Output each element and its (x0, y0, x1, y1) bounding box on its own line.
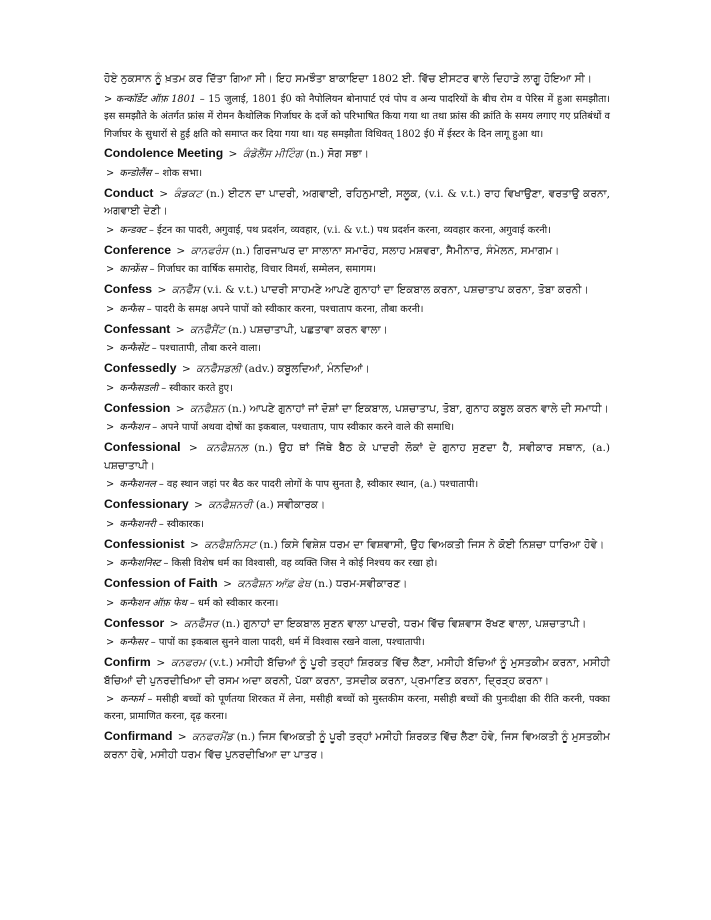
hindi-term: कन्फैशनिस्ट (119, 558, 161, 569)
punjabi-definition: (n.) ਕਿਸੇ ਵਿਸ਼ੇਸ਼ ਧਰਮ ਦਾ ਵਿਸ਼ਵਾਸੀ, ਉਹ ਵਿਅਕਤੀ ਜਿਸ ਨੇ ਕੋਈ ਨਿਸ਼ਚਾ ਧਾਰਿਆ ਹੋਵੇ। (255, 538, 605, 551)
hindi-term: कन्डक्ट (119, 224, 146, 236)
headword: Confessionist (104, 536, 185, 551)
arrow-marker: > (104, 93, 116, 105)
punjabi-definition: (n.) ਪਸ਼ਚਾਤਾਪੀ, ਪਛਤਾਵਾ ਕਰਨ ਵਾਲਾ। (224, 323, 388, 336)
headword: Conduct (104, 185, 154, 200)
punjabi-definition: (v.i. & v.t.) ਪਾਦਰੀ ਸਾਹਮਣੇ ਆਪਣੇ ਗੁਨਾਹਾਂ ਦਾ ਇਕਬਾਲ ਕਰਨਾ, ਪਸ਼ਚਾਤਾਪ ਕਰਨਾ, ਤੋਬਾ ਕਰਨੀ। (199, 284, 589, 296)
entry-conference: Conference > ਕਾਨਫਰੰਸ (n.) ਗਿਰਜਾਘਰ ਦਾ ਸਾਲਾਨਾ ਸਮਾਰੋਹ, ਸਲਾਹ ਮਸ਼ਵਰਾ, ਸੈਮੀਨਾਰ, ਸੰਮੇਲਨ, ਸਮਾਗਮ। > कान्फ्रेंस – गिर्जाघर का वार्षिक समारोह, विचार विमर्श, सम्मेलन, समागम। (104, 242, 560, 275)
hindi-definition: – स्वीकार करते हुए। (158, 382, 233, 394)
hindi-definition: – पापों का इकबाल सुनने वाला पादरी, धर्म में विश्वास रखने वाला, पश्चातापी। (147, 637, 425, 648)
entry-confessor: Confessor > ਕਨਫੈੱਸਰ (n.) ਗੁਨਾਹਾਂ ਦਾ ਇਕਬਾਲ ਸੁਣਨ ਵਾਲਾ ਪਾਦਰੀ, ਧਰਮ ਵਿੱਚ ਵਿਸ਼ਵਾਸ ਰੱਖਣ ਵਾਲਾ, ਪਸ਼ਚਾਤਾਪੀ। > कन्फैसर – पापों का इकबाल सुनने वाला पादरी, धर्म में विश्वास रखने वाला, पश्चातापी। (104, 615, 587, 648)
transliteration: ਕਨਫੈੱਸਡਲੀ (196, 363, 242, 375)
transliteration: ਕੰਡੋਲੈਂਸ ਮੀਟਿੰਗ (242, 148, 303, 160)
entry-confessedly: Confessedly > ਕਨਫੈੱਸਡਲੀ (adv.) ਕਬੂਲਦਿਆਂ, ਮੰਨਦਿਆਂ। > कन्फैसडली – स्वीकार करते हुए। (104, 361, 370, 394)
punjabi-definition: (n.) ਜਿਸ ਵਿਅਕਤੀ ਨੂੰ ਪੂਰੀ ਤਰ੍ਹਾਂ ਮਸੀਹੀ ਸ਼ਿਰਕਤ ਵਿੱਚ ਲੈਣਾ ਹੋਵੇ, ਜਿਸ ਵਿਅਕਤੀ ਨੂੰ ਮੁਸਤਕੀਮ ਕਰਨਾ ਹੋਵੇ, ਮਸੀਹੀ ਧਰਮ ਵਿੱਚ ਪੁਨਰਦੀਖਿਆ ਦਾ ਪਾਤਰ। (104, 731, 610, 761)
punjabi-definition: (n.) ਗਿਰਜਾਘਰ ਦਾ ਸਾਲਾਨਾ ਸਮਾਰੋਹ, ਸਲਾਹ ਮਸ਼ਵਰਾ, ਸੈਮੀਨਾਰ, ਸੰਮੇਲਨ, ਸਮਾਗਮ। (228, 244, 560, 257)
entry-confirm: Confirm > ਕਨਫਰਮ (v.t.) ਮਸੀਹੀ ਬੱਚਿਆਂ ਨੂੰ ਪੂਰੀ ਤਰ੍ਹਾਂ ਸ਼ਿਰਕਤ ਵਿੱਚ ਲੈਣਾ, ਮਸੀਹੀ ਬੱਚਿਆਂ ਨੂੰ ਮੁਸਤਕੀਮ ਕਰਨਾ, ਮਸੀਹੀ ਬੱਚਿਆਂ ਦੀ ਪੁਨਰਦੀਖਿਆ ਦੀ ਰਸਮ ਅਦਾ ਕਰਨੀ, ਪੱਕਾ ਕਰਨਾ, ਤਸਦੀਕ ਕਰਨਾ, ਪ੍ਰਮਾਣਿਤ ਕਰਨਾ, ਦ੍ਰਿੜ੍ਹ ਕਰਨਾ। > कन्फर्म – मसीही बच्चों को पूर्णतया शिरकत में लेना, मसीही बच्चों को मुस्तकीम करना, मसीही बच्चों की पुनःदीक्षा की रीति करनी, पक्का करना, प्रामाणित करना, दृढ़ करना। (104, 655, 610, 722)
headword: Confirm (104, 655, 151, 669)
entry-conduct: Conduct > ਕੰਡਕਟ (n.) ਈਟਨ ਦਾ ਪਾਦਰੀ, ਅਗਵਾਈ, ਰਹਿਨੁਮਾਈ, ਸਲੂਕ, (v.i. & v.t.) ਰਾਹ ਵਿਖਾਉਣਾ, ਵਰਤਾਉ ਕਰਨਾ, ਅਗਵਾਈ ਦੇਣੀ। > कन्डक्ट – ईटन का पादरी, अगुवाई, पथ प्रदर्शन, व्यवहार, (v.i. & v.t.) पथ प्रदर्शन करना, व्यवहार करना, अगुवाई करनी। (104, 185, 610, 236)
intro-paragraph: ਹੋਏ ਨੁਕਸਾਨ ਨੂੰ ਖ਼ਤਮ ਕਰ ਦਿੱਤਾ ਗਿਆ ਸੀ। ਇਹ ਸਮਝੌਤਾ ਬਾਕਾਇਦਾ 1802 ਈ. ਵਿੱਚ ਈਸਟਰ ਵਾਲੇ ਦਿਹਾੜੇ ਲਾਗੂ ਹੋਇਆ ਸੀ। (104, 73, 593, 85)
entry-confessional: Confessional > ਕਨਫੈਸ਼ਨਲ (n.) ਉਹ ਥਾਂ ਜਿੱਥੇ ਬੈਠ ਕੇ ਪਾਦਰੀ ਲੋਕਾਂ ਦੇ ਗੁਨਾਹ ਸੁਣਦਾ ਹੈ, ਸਵੀਕਾਰ ਸਥਾਨ, (a.) ਪਸ਼ਚਾਤਾਪੀ। > कन्फैशनल – वह स्थान जहां पर बैठ कर पादरी लोगों के पाप सुनता है, स्वीकार स्थान, (a.) पश्चातापी। (104, 440, 610, 490)
entry-confession: Confession > ਕਨਫੈਸ਼ਨ (n.) ਆਪਣੇ ਗੁਨਾਹਾਂ ਜਾਂ ਦੋਸ਼ਾਂ ਦਾ ਇਕਬਾਲ, ਪਸ਼ਚਾਤਾਪ, ਤੋਬਾ, ਗੁਨਾਹ ਕਬੂਲ ਕਰਨ ਵਾਲੇ ਦੀ ਸਮਾਧੀ। > कन्फैशन – अपने पापों अथवा दोषों का इकबाल, पश्चाताप, पाप स्वीकार करने वाले की समाधि। (104, 400, 609, 433)
transliteration: ਕਨਫੈੱਸੈਂਟ (190, 323, 225, 336)
hindi-term: कन्फैस (119, 303, 144, 315)
punjabi-definition: (n.) ਉਹ ਥਾਂ ਜਿੱਥੇ ਬੈਠ ਕੇ ਪਾਦਰੀ ਲੋਕਾਂ ਦੇ ਗੁਨਾਹ ਸੁਣਦਾ ਹੈ, ਸਵੀਕਾਰ ਸਥਾਨ, (a.) ਪਸ਼ਚਾਤਾਪੀ। (104, 442, 610, 472)
transliteration: ਕਨਫੈੱਸ (171, 284, 200, 296)
headword: Confession of Faith (104, 576, 218, 590)
headword: Confessedly (104, 361, 177, 375)
transliteration: ਕਨਫੈਸ਼ਨ ਆੱਫ਼ ਫੇਥ (237, 578, 311, 590)
hindi-definition: – वह स्थान जहां पर बैठ कर पादरी लोगों के पाप सुनता है, स्वीकार स्थान, (a.) पश्चातापी। (155, 479, 479, 490)
hindi-term: कन्कॉर्डेट ऑफ़ 1801 (115, 93, 197, 105)
hindi-definition: – अपने पापों अथवा दोषों का इकबाल, पश्चाताप, पाप स्वीकार करने वाले की समाधि। (149, 422, 455, 433)
hindi-term: कन्फैसेंट (119, 343, 149, 354)
headword: Condolence Meeting (104, 146, 224, 160)
transliteration: ਕਨਫੈਸ਼ਨਰੀ (208, 499, 253, 511)
punjabi-definition: (adv.) ਕਬੂਲਦਿਆਂ, ਮੰਨਦਿਆਂ। (241, 363, 370, 375)
headword: Confess (104, 282, 153, 296)
punjabi-definition: (n.) ਧਰਮ-ਸਵੀਕਾਰਣ। (310, 578, 408, 590)
headword: Confession (104, 400, 171, 415)
transliteration: ਕਾਨਫਰੰਸ (190, 244, 229, 257)
headword: Conference (104, 242, 172, 257)
hindi-definition: – मसीही बच्चों को पूर्णतया शिरकत में लेना, मसीही बच्चों को मुस्तकीम करना, मसीही बच्चों की पुनःदीक्षा की रीति करनी, पक्का करना, प्रामाणित करना, दृढ़ करना। (104, 694, 610, 722)
entry-confirmand: Confirmand > ਕਨਫਰਮੈਂਡ (n.) ਜਿਸ ਵਿਅਕਤੀ ਨੂੰ ਪੂਰੀ ਤਰ੍ਹਾਂ ਮਸੀਹੀ ਸ਼ਿਰਕਤ ਵਿੱਚ ਲੈਣਾ ਹੋਵੇ, ਜਿਸ ਵਿਅਕਤੀ ਨੂੰ ਮੁਸਤਕੀਮ ਕਰਨਾ ਹੋਵੇ, ਮਸੀਹੀ ਧਰਮ ਵਿੱਚ ਪੁਨਰਦੀਖਿਆ ਦਾ ਪਾਤਰ। (104, 729, 610, 761)
transliteration: ਕਨਫਰਮ (171, 657, 206, 669)
transliteration: ਕਨਫੈੱਸਰ (183, 617, 219, 630)
punjabi-definition: (n.) ਈਟਨ ਦਾ ਪਾਦਰੀ, ਅਗਵਾਈ, ਰਹਿਨੁਮਾਈ, ਸਲੂਕ, (v.i. & v.t.) ਰਾਹ ਵਿਖਾਉਣਾ, ਵਰਤਾਉ ਕਰਨਾ, ਅਗਵਾਈ ਦੇਣੀ। (104, 187, 610, 217)
page-content (104, 71, 610, 765)
transliteration: ਕਨਫਰਮੈਂਡ (192, 731, 234, 743)
entry-confessant: Confessant > ਕਨਫੈੱਸੈਂਟ (n.) ਪਸ਼ਚਾਤਾਪੀ, ਪਛਤਾਵਾ ਕਰਨ ਵਾਲਾ। > कन्फैसेंट – पश्चातापी, तौबा करने वाला। (104, 321, 388, 354)
punjabi-definition: (v.t.) ਮਸੀਹੀ ਬੱਚਿਆਂ ਨੂੰ ਪੂਰੀ ਤਰ੍ਹਾਂ ਸ਼ਿਰਕਤ ਵਿੱਚ ਲੈਣਾ, ਮਸੀਹੀ ਬੱਚਿਆਂ ਨੂੰ ਮੁਸਤਕੀਮ ਕਰਨਾ, ਮਸੀਹੀ ਬੱਚਿਆਂ ਦੀ ਪੁਨਰਦੀਖਿਆ ਦੀ ਰਸਮ ਅਦਾ ਕਰਨੀ, ਪੱਕਾ ਕਰਨਾ, ਤਸਦੀਕ ਕਰਨਾ, ਪ੍ਰਮਾਣਿਤ ਕਰਨਾ, ਦ੍ਰਿੜ੍ਹ ਕਰਨਾ। (104, 657, 610, 687)
hindi-term: कन्फैशन (119, 422, 150, 433)
entry-confessionist: Confessionist > ਕਨਫੈਸ਼ਨਿਸਟ (n.) ਕਿਸੇ ਵਿਸ਼ੇਸ਼ ਧਰਮ ਦਾ ਵਿਸ਼ਵਾਸੀ, ਉਹ ਵਿਅਕਤੀ ਜਿਸ ਨੇ ਕੋਈ ਨਿਸ਼ਚਾ ਧਾਰਿਆ ਹੋਵੇ। > कन्फैशनिस्ट – किसी विशेष धर्म का विश्वासी, वह व्यक्ति जिस ने कोई निश्चय कर रखा हो। (104, 536, 605, 569)
transliteration: ਕੰਡਕਟ (173, 187, 203, 200)
hindi-definition: – पश्चातापी, तौबा करने वाला। (148, 343, 262, 354)
hindi-term: कन्फर्म (120, 694, 144, 705)
hindi-definition: – पादरी के समक्ष अपने पापों को स्वीकार करना, पश्चाताप करना, तौबा करनी। (143, 303, 424, 315)
transliteration: ਕਨਫੈਸ਼ਨਿਸਟ (204, 538, 256, 551)
intro-hindi-paragraph (104, 91, 610, 144)
hindi-term: कन्फैसर (119, 637, 148, 648)
hindi-term: कन्फैशनरी (119, 518, 156, 530)
hindi-definition: – किसी विशेष धर्म का विश्वासी, वह व्यक्ति जिस ने कोई निश्चय कर रखा हो। (160, 558, 438, 569)
headword: Confirmand (104, 729, 173, 743)
hindi-term: कन्डोलैंस (119, 167, 152, 179)
hindi-definition: – शोक सभा। (151, 167, 203, 179)
hindi-definition: – स्वीकारक। (155, 518, 204, 530)
entry-confess: Confess > ਕਨਫੈੱਸ (v.i. & v.t.) ਪਾਦਰੀ ਸਾਹਮਣੇ ਆਪਣੇ ਗੁਨਾਹਾਂ ਦਾ ਇਕਬਾਲ ਕਰਨਾ, ਪਸ਼ਚਾਤਾਪ ਕਰਨਾ, ਤੋਬਾ ਕਰਨੀ। > कन्फैस – पादरी के समक्ष अपने पापों को स्वीकार करना, पश्चाताप करना, तौबा करनी। (104, 282, 589, 315)
hindi-term: कन्फैशनल (119, 479, 156, 490)
hindi-definition: – ईटन का पादरी, अगुवाई, पथ प्रदर्शन, व्यवहार, (v.i. & v.t.) पथ प्रदर्शन करना, व्यवहार करना, अगुवाई करनी। (145, 224, 551, 236)
headword: Confessant (104, 321, 171, 336)
hindi-term: कन्फैसडली (119, 382, 159, 394)
entry-condolence-meeting: Condolence Meeting > ਕੰਡੋਲੈਂਸ ਮੀਟਿੰਗ (n.) ਸੋਗ ਸਭਾ। > कन्डोलैंस – शोक सभा। (104, 146, 369, 179)
entry-confessionary: Confessionary > ਕਨਫੈਸ਼ਨਰੀ (a.) ਸਵੀਕਾਰਕ। > कन्फैशनरी – स्वीकारक। (104, 497, 326, 530)
transliteration: ਕਨਫੈਸ਼ਨ (189, 402, 225, 415)
hindi-definition: – गिर्जाघर का वार्षिक समारोह, विचार विमर्श, सम्मेलन, समागम। (146, 264, 376, 275)
headword: Confessor (104, 615, 165, 630)
punjabi-definition: (n.) ਗੁਨਾਹਾਂ ਦਾ ਇਕਬਾਲ ਸੁਣਨ ਵਾਲਾ ਪਾਦਰੀ, ਧਰਮ ਵਿੱਚ ਵਿਸ਼ਵਾਸ ਰੱਖਣ ਵਾਲਾ, ਪਸ਼ਚਾਤਾਪੀ। (218, 617, 587, 630)
hindi-term: कन्फैशन ऑफ़ फेथ (119, 597, 187, 609)
entry-confession-of-faith: Confession of Faith > ਕਨਫੈਸ਼ਨ ਆੱਫ਼ ਫੇਥ (n.) ਧਰਮ-ਸਵੀਕਾਰਣ। > कन्फैशन ऑफ़ फेथ – धर्म को स्वीकार करना। (104, 576, 408, 609)
punjabi-definition: (n.) ਆਪਣੇ ਗੁਨਾਹਾਂ ਜਾਂ ਦੋਸ਼ਾਂ ਦਾ ਇਕਬਾਲ, ਪਸ਼ਚਾਤਾਪ, ਤੋਬਾ, ਗੁਨਾਹ ਕਬੂਲ ਕਰਨ ਵਾਲੇ ਦੀ ਸਮਾਧੀ। (224, 402, 609, 415)
punjabi-definition: (a.) ਸਵੀਕਾਰਕ। (252, 499, 326, 511)
headword: Confessionary (104, 497, 189, 511)
hindi-definition: – 15 जुलाई, 1801 ई0 को नैपोलियन बोनापार्ट एवं पोप व अन्य पादरियों के बीच रोम व पेरिस में हुआ समझौता। इस समझौते के अंतर्गत फ्रांस में रोमन कैथोलिक गिर्जाघर के दर्जे को परिभाषित किया गया था तथा फ्रांस की क्रांति के समय लगाए गए प्रतिबंधों व गिर्जाघर के सुधारों से हुई क्षति को समाप्त कर दिया गया था। यह समझौता विधिवत् 1802 ई0 में ईस्टर के दिन लागू हुआ था। (104, 93, 610, 140)
punjabi-definition: (n.) ਸੋਗ ਸਭਾ। (302, 148, 369, 160)
transliteration: ਕਨਫੈਸ਼ਨਲ (206, 442, 248, 454)
headword: Confessional (104, 440, 181, 454)
hindi-term: कान्फ्रेंस (119, 264, 147, 275)
hindi-definition: – धर्म को स्वीकार करना। (186, 597, 279, 609)
